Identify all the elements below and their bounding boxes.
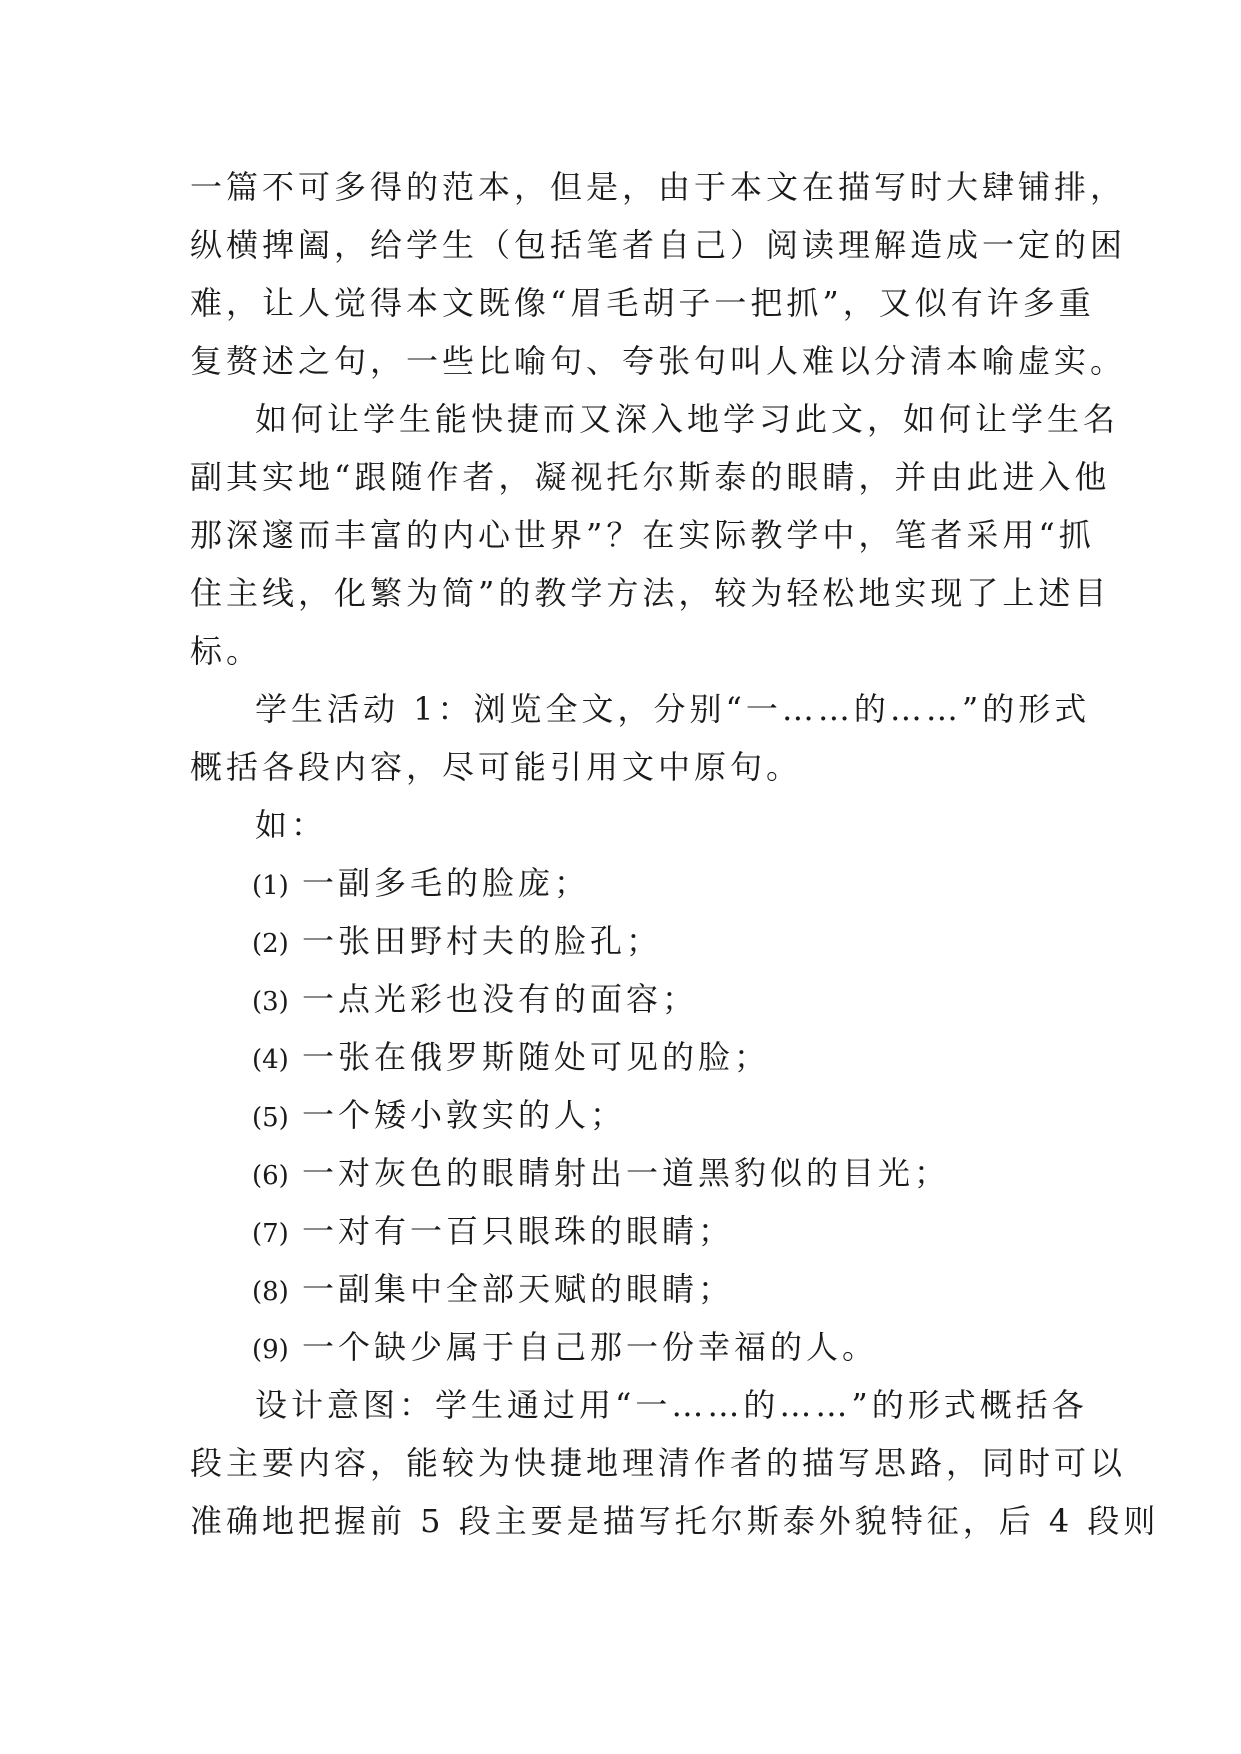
list-item (190, 1202, 1070, 1260)
list-item-number: (6) (252, 1161, 289, 1191)
list-item-text: 一个缺少属于自己那一份幸福的人。 (302, 1328, 879, 1366)
paragraph-teaching-method (190, 390, 1120, 680)
list-item-text: 一张田野村夫的脸孔； (302, 922, 663, 960)
text-line: 设计意图：学生通过用“一……的……”的形式概括各 (255, 1386, 1088, 1424)
list-item-text: 一点光彩也没有的面容； (302, 980, 699, 1018)
text-line: 概括各段内容，尽可能引用文中原句。 (190, 748, 803, 786)
text-line: 住主线，化繁为简”的教学方法，较为轻松地实现了上述目 (190, 574, 1111, 612)
text-line: 副其实地“跟随作者，凝视托尔斯泰的眼睛，并由此进入他 (190, 458, 1111, 496)
paragraph-design-intent (190, 1376, 1160, 1550)
text-line: 如： (255, 806, 328, 844)
list-item (190, 1086, 1070, 1144)
text-line: 一篇不可多得的范本，但是，由于本文在描写时大肆铺排， (190, 168, 1127, 206)
numbered-list (190, 854, 1070, 1376)
list-item-text: 一张在俄罗斯随处可见的脸； (302, 1038, 771, 1076)
list-item (190, 912, 1070, 970)
list-item-number: (9) (252, 1335, 289, 1365)
list-item-number: (2) (252, 929, 289, 959)
list-item (190, 1318, 1070, 1376)
list-item-number: (1) (252, 871, 289, 901)
list-item-number: (7) (252, 1219, 289, 1249)
text-line: 准确地把握前 5 段主要是描写托尔斯泰外貌特征，后 4 段则 (190, 1502, 1160, 1540)
list-item (190, 854, 1070, 912)
paragraph-intro-continued (190, 158, 1127, 390)
list-item-number: (8) (252, 1277, 289, 1307)
text-line: 难，让人觉得本文既像“眉毛胡子一把抓”，又似有许多重 (190, 284, 1095, 322)
list-item-text: 一对有一百只眼珠的眼睛； (302, 1212, 735, 1250)
list-item-text: 一个矮小敦实的人； (302, 1096, 627, 1134)
paragraph-student-activity (190, 680, 1091, 796)
list-item-text: 一对灰色的眼睛射出一道黑豹似的目光； (302, 1154, 951, 1192)
list-item-number: (4) (252, 1045, 289, 1075)
list-item (190, 970, 1070, 1028)
list-item-number: (3) (252, 987, 289, 1017)
text-line: 标。 (190, 632, 263, 670)
paragraph-example-label (190, 796, 1070, 854)
text-line: 纵横捭阖，给学生（包括笔者自己）阅读理解造成一定的困 (190, 226, 1127, 264)
text-line: 复赘述之句，一些比喻句、夸张句叫人难以分清本喻虚实。 (190, 342, 1127, 380)
text-line: 学生活动 1：浏览全文，分别“一……的……”的形式 (255, 690, 1091, 728)
text-line: 如何让学生能快捷而又深入地学习此文，如何让学生名 (255, 400, 1120, 438)
list-item (190, 1144, 1070, 1202)
text-line: 段主要内容，能较为快捷地理清作者的描写思路，同时可以 (190, 1444, 1127, 1482)
document-body (190, 158, 1160, 1550)
list-item-text: 一副集中全部天赋的眼睛； (302, 1270, 735, 1308)
text-line: 那深邃而丰富的内心世界”？在实际教学中，笔者采用“抓 (190, 516, 1095, 554)
list-item (190, 1028, 1070, 1086)
list-item-number: (5) (252, 1103, 289, 1133)
list-item-text: 一副多毛的脸庞； (302, 864, 591, 902)
list-item (190, 1260, 1070, 1318)
